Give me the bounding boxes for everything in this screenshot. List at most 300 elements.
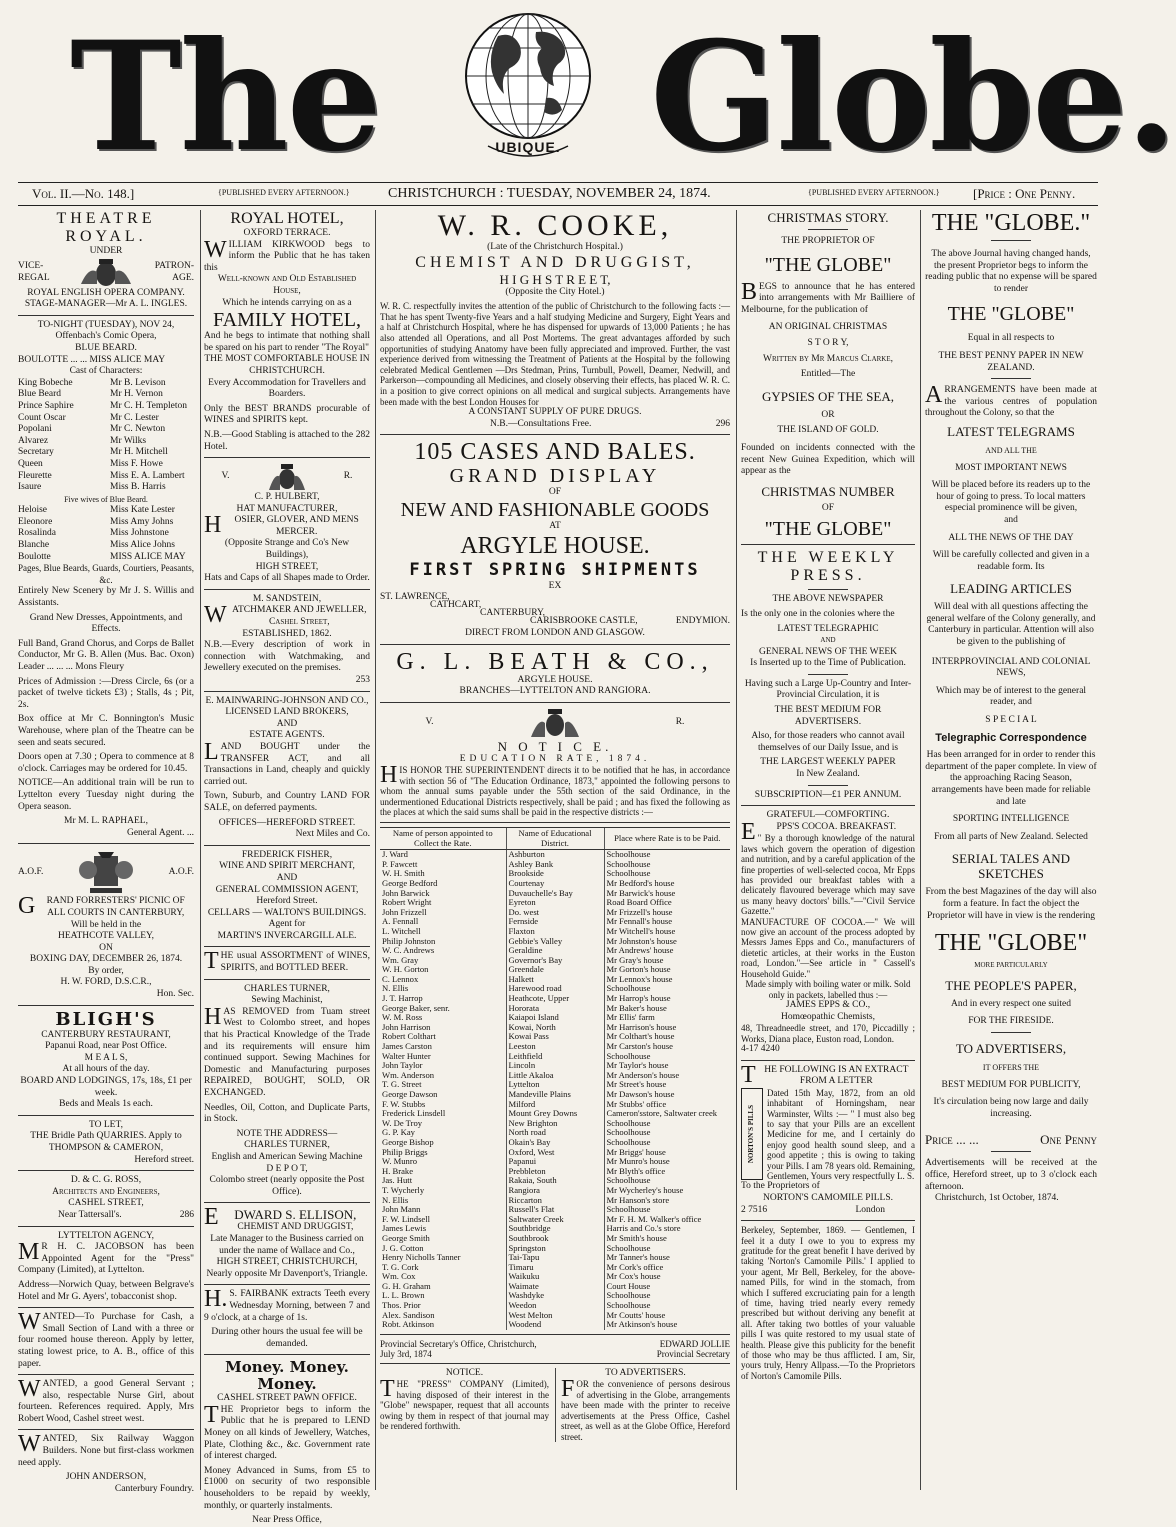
dresses: Grand New Dresses, Appointments, and Effects.	[29, 612, 183, 635]
latest-telegraphic: LATEST TELEGRAPHIC	[777, 623, 879, 634]
will-deal: Will deal with all questions affecting the general welfare of the Colony generally, and Canterbury in particular. Attention will also be given to the publishing of	[926, 602, 1096, 648]
table-cell: Riccarton	[506, 1196, 604, 1206]
table-cell: Mr Barwick's house	[604, 889, 730, 899]
raphael: Mr M. L. RAPHAEL,	[64, 816, 148, 827]
fireside: FOR THE FIRESIDE.	[968, 1016, 1054, 1027]
picnic-title: GRAND FORRESTERS' PICNIC OF	[18, 893, 185, 920]
globe-heading: THE "GLOBE"	[947, 303, 1075, 326]
table-cell: Geraldine	[506, 946, 604, 956]
other-hours: During other hours the usual fee will be demanded.	[211, 1327, 363, 1349]
table-cell: Kowai, North	[506, 1023, 604, 1033]
table-cell: W. H. Gorton	[382, 964, 429, 975]
hat-manufacturer: HAT MANUFACTURER,	[236, 503, 338, 514]
table-cell: W. M. Ross	[382, 1012, 423, 1023]
table-cell: Okain's Bay	[506, 1138, 604, 1148]
column-4	[741, 210, 915, 1495]
lyttelton-agency: LYTTELTON AGENCY,	[58, 1230, 154, 1241]
anderson: JOHN ANDERSON,	[65, 1472, 147, 1483]
table-cell: John Taylor	[382, 1060, 423, 1071]
boulotte-line: BOULOTTE ... ... MISS ALICE MAY	[18, 354, 166, 365]
nearly-davenport: Nearly opposite Mr Davenport's, Triangle.	[206, 1268, 368, 1279]
table-cell: Prebbleton	[506, 1167, 604, 1177]
table-cell: Philip Briggs	[382, 1146, 428, 1157]
and: AND	[820, 636, 836, 645]
cashel-street: Cashel Street,	[268, 617, 330, 628]
to-proprietors: To the Proprietors of	[741, 1181, 820, 1192]
table-cell: Mandeville Plains	[506, 1090, 604, 1100]
table-cell: Halkett	[506, 975, 604, 985]
argyle-house: ARGYLE HOUSE.	[460, 532, 650, 559]
to-advertisers: TO ADVERTISERS,	[955, 1040, 1067, 1056]
latest-telegrams: LATEST TELEGRAMS	[947, 423, 1075, 439]
table-row	[380, 1148, 730, 1158]
table-cell: Lincoln	[506, 1061, 604, 1071]
lend: THE Proprietor begs to inform the Public that he is prepared to LEND Money on all kinds of Jewellery, Watches, Plate, Clothing &c., &c. Government rate of interest charged.	[204, 1401, 370, 1462]
theatre-title: THEATRE ROYAL.	[56, 210, 156, 245]
table-cell: Mr Fennall's house	[604, 917, 730, 927]
table-cell: Mr Coutts' house	[604, 1311, 730, 1321]
v-letter: V.	[221, 471, 230, 482]
kirkwood: WILLIAM KIRKWOOD begs to inform the Public that he has taken this	[204, 236, 370, 273]
cast-row	[18, 505, 194, 517]
brands: Only the BEST BRANDS procurable of WINES and SPIRITS kept.	[204, 403, 370, 426]
and: AND	[276, 718, 298, 729]
blighs-restaurant: CANTERBURY RESTAURANT,	[41, 1029, 171, 1040]
table-cell: Schoolhouse	[604, 1138, 730, 1148]
removed: HAS REMOVED from Tuam street West to Colombo street, and hopes that his Practical Knowledge of the Trade and its requirements will ensure him continued support. Sewing Machines for Domestic and Manufacturing purposes REPAIRED, BOUGHT, SOLD, OR EXCHANGED.	[204, 1003, 370, 1098]
aof-row	[18, 848, 194, 896]
table-header: Name of person appointed to Collect the Rate.	[380, 827, 506, 849]
turner: CHARLES TURNER,	[244, 983, 330, 994]
gypsies: GYPSIES OF THE SEA,	[762, 388, 894, 404]
table-cell: Road Board Office	[604, 898, 730, 908]
cast-role: Eleonore	[18, 516, 53, 527]
beath-title: G. L. BEATH & CO.,	[396, 648, 714, 675]
motto: UBIQUE.	[495, 139, 561, 155]
table-cell: Mr Andrews' house	[604, 946, 730, 956]
vice-regal: VICE-REGAL	[18, 261, 50, 283]
column-5	[925, 210, 1097, 1495]
weekly-press: THE WEEKLY PRESS.	[757, 549, 899, 585]
table-cell: John Mann	[382, 1204, 421, 1215]
table-cell: W. H. Smith	[382, 868, 425, 879]
table-cell: Southbrook	[506, 1234, 604, 1244]
royal-crest-icon	[71, 258, 141, 288]
table-cell: H. Brake	[382, 1165, 414, 1176]
table-cell: Duvauchelle's Bay	[506, 889, 604, 899]
cast-role: Boulotte	[18, 551, 51, 562]
inserted: Is Inserted up to the Time of Publication.	[750, 658, 906, 669]
table-row	[380, 1224, 730, 1234]
also-readers: Also, for those readers who cannot avail themselves of our Daily Issue, and is	[751, 731, 905, 753]
table-cell: Robert Colthart	[382, 1031, 436, 1042]
table-cell: Mr Harrop's house	[604, 994, 730, 1004]
ad-number: 296	[715, 418, 730, 429]
vice-regal-row	[18, 258, 194, 288]
table-cell: Waikuku	[506, 1272, 604, 1282]
cast-actor: Mr B. Levison	[110, 377, 166, 388]
argyle-house-small: ARGYLE HOUSE.	[517, 674, 593, 685]
every-respect: And in every respect one suited	[950, 998, 1072, 1009]
table-cell: Mr Taylor's house	[604, 1061, 730, 1071]
ship-st-lawrence: ST. LAWRENCE,	[380, 592, 450, 603]
table-row	[380, 889, 730, 899]
table-row	[380, 1119, 730, 1129]
table-cell: J. Ward	[382, 849, 408, 860]
table-cell: G. P. Kay	[382, 1127, 415, 1138]
beds: Beds and Meals 1s each.	[59, 1099, 153, 1110]
needles: Needles, Oil, Cotton, and Duplicate Parts, in Stock.	[204, 1102, 370, 1125]
epps-body: " By a thorough knowledge of the natural laws which govern the operation of digestion and nutrition, and by a careful application of the fine properties of well-selected cocoa, Mr Epps has provided our breakfast tables with a delicately flavoured beverage which may save us many heavy doctors' bills."—"Civil Service Gazette."	[741, 833, 915, 917]
table-cell: Alex. Sandison	[382, 1309, 435, 1320]
table-cell: Jas. Hutt	[382, 1175, 413, 1186]
offenbach: Offenbach's Comic Opera,	[55, 331, 157, 342]
cast-row	[18, 517, 194, 529]
letter-extract: Dated 15th May, 1872, from an old inhabitant of Horningsham, near Warminster, Wilts :— " I must also beg to say that your Pills are an excellent Medicine for me, and I certainly do enjoy good health sound sleep, and a good appetite ; this is owing to taking your Pills. I am 78 years old. Remaining, Gentlemen, Yours very respectfully L. S.	[767, 1087, 915, 1181]
cast-actor: Miss Kate Lester	[110, 505, 175, 516]
blighs-title: BLIGH'S	[55, 1008, 157, 1030]
stabling: N.B.—Good Stabling is attached to the Hotel.	[204, 429, 354, 452]
table-row	[380, 1234, 730, 1244]
foundry: Canterbury Foundry.	[114, 1483, 194, 1494]
ad-number: 4-17 4240	[741, 1043, 780, 1054]
watchmaker: WATCHMAKER AND JEWELLER,	[204, 602, 367, 629]
table-cell: Leeston	[506, 1042, 604, 1052]
table-cell: Russell's Flat	[506, 1205, 604, 1215]
pawn-office: CASHEL STREET PAWN OFFICE.	[217, 1393, 357, 1404]
table-cell: Walter Hunter	[382, 1050, 431, 1061]
best-magazines: From the best Magazines of the day will also form a feature. In fact the object the Proprietor will have in view is the rendering	[925, 887, 1097, 921]
picnic-date: BOXING DAY, DECEMBER 26, 1874.	[29, 954, 183, 965]
table-cell: Schoolhouse	[604, 1291, 730, 1301]
table-cell: Schoolhouse	[604, 1176, 730, 1186]
oxford-terrace: OXFORD TERRACE.	[243, 228, 331, 238]
table-cell: Mr Street's house	[604, 1080, 730, 1090]
sandstein: M. SANDSTEIN,	[252, 593, 322, 604]
cast-actor: Mr C. Newton	[110, 424, 166, 435]
published-right: {PUBLISHED EVERY AFTERNOON.}	[808, 188, 940, 197]
patronage: PATRON-AGE.	[154, 261, 194, 283]
cast-role: Prince Saphire	[18, 400, 74, 411]
prov-office: Provincial Secretary's Office, Christchurch, July 3rd, 1874	[380, 1338, 537, 1359]
table-cell: Mr Cork's office	[604, 1263, 730, 1273]
picnic-order: By order,	[88, 965, 124, 976]
christchurch-date: Christchurch, 1st October, 1874.	[935, 1193, 1059, 1204]
table-cell: Flaxton	[506, 927, 604, 937]
table-header: Place where Rate is to be Paid.	[604, 827, 730, 849]
turner-2: CHARLES TURNER,	[244, 1140, 330, 1151]
cast-actor: Mr Wilks	[110, 435, 147, 446]
table-cell: Milford	[506, 1100, 604, 1110]
dateline	[18, 182, 1098, 206]
best-medium: THE BEST MEDIUM FOR ADVERTISERS.	[774, 705, 882, 727]
cases-bales: 105 CASES AND BALES.	[414, 439, 696, 466]
table-row	[380, 1282, 730, 1292]
interprovincial: INTERPROVINCIAL AND COLONIAL NEWS,	[931, 656, 1091, 679]
best-penny: THE BEST PENNY PAPER IN NEW ZEALAND.	[938, 350, 1084, 373]
or: OR	[821, 409, 835, 420]
fairbank: H.S. FAIRBANK extracts Teeth every Wednesday Morning, between 7 and 9 o'clock, at a charge of 1s.	[204, 1286, 370, 1323]
table-cell: C. Lennox	[382, 973, 419, 984]
column-3	[380, 210, 730, 1495]
table-cell: W. De Troy	[382, 1117, 423, 1128]
table-cell: Gebbie's Valley	[506, 937, 604, 947]
aof-left: A.O.F.	[18, 866, 44, 877]
circulation: It's circulation being now large and daily increasing.	[933, 1097, 1089, 1119]
having-circulation: Having such a Large Up-Country and Inter-Provincial Circulation, it is	[744, 678, 912, 701]
near-press: Near Press Office,	[252, 1515, 322, 1526]
sporting: SPORTING INTELLIGENCE	[952, 814, 1070, 825]
opposite-strange: (Opposite Strange and Co's New Buildings),	[224, 538, 350, 561]
it-offers: IT OFFERS THE	[982, 1062, 1040, 1072]
the-globe-heading: "THE GLOBE"	[764, 253, 892, 276]
wanted-servant: WANTED, a good General Servant ; also, respectable Nurse Girl, about fourteen. References required. Apply, Mrs Robert Wood, Cashel street west.	[18, 1376, 194, 1424]
estate-agents: ESTATE AGENTS.	[249, 730, 325, 741]
ross: D. & C. G. ROSS,	[70, 1175, 142, 1186]
branches: BRANCHES—LYTTELTON AND RANGIORA.	[459, 686, 651, 697]
royal-crest-icon	[265, 462, 309, 492]
table-row	[380, 1291, 730, 1301]
table-cell: Mr Anderson's house	[604, 1071, 730, 1081]
table-cell: Schoolhouse	[604, 984, 730, 994]
ex: EX	[548, 580, 562, 591]
cooke-body: W. R. C. respectfully invites the attention of the public of Christchurch to the following facts :—That he has spent Twenty-five Years and a half studying Medicine and Surgery, Eight Years and a half at Christchurch Hospital, where he has dispensed for upwards of 13,000 Patients ; he has also attended all Operations, and all Post Mortems. The great advantages afforded by such opportunities of studying Anatomy have been fully appreciated and improved. Further, the vast experience derived from witnessing the Treatment of Patients at the Hospital by the following celebrated Medical Gentlemen —Drs Stedman, Prins, Turnbull, Powell, Deamer, Nedwill, and Parkerson—compounding all Medicines, and closely observing their effects, has placed W. R. C. in a position to give correct opinions on all medical and surgical subjects. Arrangements have been made with the best London Houses for	[380, 301, 730, 407]
commission-agent: GENERAL COMMISSION AGENT,	[215, 884, 359, 895]
land-brokers: LICENSED LAND BROKERS,	[225, 707, 349, 718]
accommodation: Every Accommodation for Travellers and Boarders.	[208, 377, 366, 400]
ellison: EDWARD S. ELLISON,	[204, 1204, 357, 1231]
box-office: Box office at Mr C. Bonnington's Music Warehouse, where plan of the Theatre can be seen and seats secured.	[18, 714, 194, 748]
special: S P E C I A L	[985, 715, 1037, 726]
masthead	[0, 0, 1176, 185]
peoples-paper: THE PEOPLE'S PAPER,	[945, 977, 1077, 993]
table-cell: Do. west	[506, 908, 604, 918]
cast-actor: Miss E. A. Lambert	[110, 470, 185, 481]
late-hospital: (Late of the Christchurch Hospital.)	[487, 242, 623, 252]
in-nz: In New Zealand.	[796, 769, 860, 780]
threadneedle: 48, Threadneedle street, and 170, Piccadilly ; Works, Diana place, Euston road, London.	[741, 1023, 915, 1044]
table-row	[380, 908, 730, 918]
table-cell: Cameron'sstore, Saltwater creek	[604, 1109, 730, 1119]
manufacture: MANUFACTURE OF COCOA.—" We will now give an account of the process adopted by Messrs James Epps and Co., manufacturers of dietetic articles, at their works in the Euston road, London."—See article in " Cassell's Household Guide."	[741, 916, 915, 979]
ship-canterbury: CANTERBURY,	[480, 608, 546, 619]
colombo: Colombo street (nearly opposite the Post Office).	[209, 1175, 365, 1197]
stage-manager: STAGE-MANAGER—Mr A. L. INGLES.	[24, 299, 188, 310]
table-cell: Mr Cox's house	[604, 1272, 730, 1282]
hulbert: C. P. HULBERT,	[254, 492, 320, 503]
masthead-title-right: Globe.	[650, 9, 1176, 185]
opposite-city: (Opposite the City Hotel.)	[505, 286, 605, 297]
table-cell: Hororata	[506, 1004, 604, 1014]
high-street: HIGH STREET,	[255, 561, 319, 572]
table-cell: George Bedford	[382, 877, 438, 888]
table-header-row	[380, 827, 730, 849]
table-cell: West Melton	[506, 1311, 604, 1321]
table-cell: Mr Carston's house	[604, 1042, 730, 1052]
table-cell: Robt. Atkinson	[382, 1319, 435, 1330]
cast-row	[18, 459, 194, 471]
changed-hands: The above Journal having changed hands, the present Proprietor begs to inform the reading public that no expense will be spared to render	[925, 249, 1097, 294]
carrying: Which he intends carrying on as a	[222, 297, 352, 308]
general-interest: Which may be of interest to the general reader, and	[935, 685, 1087, 708]
picnic-on: ON	[99, 942, 113, 953]
table-cell: Fernside	[506, 917, 604, 927]
table-row	[380, 965, 730, 975]
table-cell: Timaru	[506, 1263, 604, 1273]
general-news: GENERAL NEWS OF THE WEEK	[758, 646, 898, 657]
cast-role: King Bobeche	[18, 377, 73, 388]
nortons-pills: NORTON'S CAMOMILE PILLS.	[762, 1192, 894, 1203]
table-cell: Kowai Pass	[506, 1032, 604, 1042]
at: AT	[549, 520, 561, 531]
table-cell: North road	[506, 1128, 604, 1138]
table-row	[380, 1042, 730, 1052]
following-extract: THE FOLLOWING IS AN EXTRACT FROM A LETTER	[741, 1061, 909, 1088]
grateful: GRATEFUL—COMFORTING.	[766, 810, 890, 821]
to-let: TO LET,	[89, 1119, 123, 1130]
only-one: Is the only one in the colonies where the	[741, 608, 895, 619]
ad-number: 253	[355, 675, 370, 685]
and-all: AND ALL THE	[985, 445, 1037, 455]
table-cell: George Baker, senr.	[382, 1002, 450, 1013]
table-cell: James Lewis	[382, 1223, 427, 1234]
table-row	[380, 1052, 730, 1062]
volume-number: Vol. II.—No. 148.]	[32, 186, 135, 201]
first-spring: FIRST SPRING SHIPMENTS	[409, 559, 701, 580]
cast-row	[18, 389, 194, 401]
published-left: {PUBLISHED EVERY AFTERNOON.}	[218, 188, 350, 197]
land-bought: LAND BOUGHT under the TRANSFER ACT, and all Transactions in Land, cheaply and quickly carried out.	[204, 738, 370, 787]
advertisers-body: FOR the convenience of persons desirous of advertising in the Globe, arrangements have been made with the printer to receive advertisements at the Press Office, Cashel street, as well as at the Globe Office, Hereford street.	[561, 1376, 730, 1442]
cast-row	[18, 378, 194, 390]
largest-weekly: THE LARGEST WEEKLY PAPER	[760, 757, 896, 768]
cast-row	[18, 424, 194, 436]
cast-role: Secretary	[18, 447, 54, 458]
table-row	[380, 1320, 730, 1330]
mainwaring: E. MAINWARING-JOHNSON AND CO.,	[205, 695, 369, 706]
table-cell: Thos. Prior	[382, 1300, 421, 1311]
column-1	[18, 210, 194, 1495]
quarries: THE Bridle Path QUARRIES. Apply to	[30, 1131, 182, 1142]
of: OF	[821, 502, 835, 513]
table-cell: Robert Wright	[382, 897, 432, 908]
table-cell: Tai-Tapu	[506, 1253, 604, 1263]
table-cell: Mr Witchell's house	[604, 927, 730, 937]
table-cell: Rakaia, South	[506, 1176, 604, 1186]
cast-actor: Mr H. Vernon	[110, 389, 163, 400]
table-row	[380, 1032, 730, 1042]
one-penny: One Penny	[1040, 1132, 1097, 1148]
table-cell: George Dawson	[382, 1089, 438, 1099]
table-cell: Mr Dawson's house	[604, 1090, 730, 1100]
established: ESTABLISHED, 1862.	[242, 628, 332, 639]
table-cell: Kaiapoi Island	[506, 1013, 604, 1023]
and: and	[1004, 514, 1018, 525]
table-cell: New Brighton	[506, 1119, 604, 1129]
cast-row	[18, 436, 194, 448]
pill-bottle-icon	[741, 1088, 763, 1180]
sewing-machinist: Sewing Machinist,	[251, 995, 323, 1006]
begs: BEGS to announce that he has entered into arrangements with Mr Bailliere of Melbourne, for the publication of	[741, 278, 915, 315]
table-cell: Mr F. H. M. Walker's office	[604, 1215, 730, 1225]
table-cell: Schoolhouse	[604, 1119, 730, 1129]
table-cell: Schoolhouse	[604, 1128, 730, 1138]
table-row	[380, 1196, 730, 1206]
entitled: Entitled—The	[800, 369, 856, 380]
table-cell: Mr Gray's house	[604, 956, 730, 966]
grand-display: GRAND DISPLAY	[449, 465, 661, 488]
table-cell: Philip Johnston	[382, 935, 436, 946]
table-cell: Mr Colthart's house	[604, 1032, 730, 1042]
hereford-street: Hereford street.	[134, 1154, 194, 1165]
table-row	[380, 1186, 730, 1196]
telegraphic-correspondence: Telegraphic Correspondence	[935, 731, 1087, 744]
money-title: Money. Money. Money.	[225, 1358, 349, 1394]
serial-tales: SERIAL TALES AND SKETCHES	[951, 851, 1071, 882]
table-cell: Springston	[506, 1244, 604, 1254]
table-cell: Weedon	[506, 1301, 604, 1311]
bottle-label: NORTON'S PILLS	[747, 1104, 756, 1163]
table-cell: L. L. Brown	[382, 1290, 425, 1301]
christmas-number: CHRISTMAS NUMBER	[761, 483, 895, 499]
proprietor-of: THE PROPRIETOR OF	[781, 236, 875, 246]
table-cell: Woodend	[506, 1320, 604, 1330]
cast-row	[18, 552, 194, 564]
table-row	[380, 1138, 730, 1148]
table-cell: W. Munro	[382, 1156, 418, 1167]
aof-right: A.O.F.	[168, 866, 194, 877]
leading-articles: LEADING ARTICLES	[950, 581, 1072, 597]
tonight: TO-NIGHT (TUESDAY), NOV 24,	[37, 319, 175, 330]
epps-co: JAMES EPPS & CO.,	[785, 999, 871, 1010]
column-rule	[920, 210, 921, 1490]
made-simply: Made simply with boiling water or milk. Sold only in packets, labelled thus :—	[745, 979, 911, 1000]
table-cell: Wm. Gray	[382, 954, 419, 965]
prov-sec: Provincial Secretary	[656, 1348, 730, 1359]
homeopathic: Homœopathic Chemists,	[781, 1011, 875, 1022]
consultations: N.B.—Consultations Free.	[490, 418, 592, 429]
family-hotel: FAMILY HOTEL,	[213, 309, 361, 332]
table-cell: W. C. Andrews	[382, 945, 435, 956]
table-cell: Mr Gorton's house	[604, 965, 730, 975]
table-cell: Mr Ellis' farm	[604, 1013, 730, 1023]
cast-row	[18, 482, 194, 494]
founded: Founded on incidents connected with the recent New Guinea Expedition, which will appear as the	[741, 442, 915, 477]
offices: OFFICES—HEREFORD STREET.	[218, 817, 356, 828]
papanui: Papanui Road, near Post Office.	[45, 1041, 167, 1052]
ship-list	[380, 592, 730, 628]
ship-cathcart: CATHCART,	[430, 600, 482, 611]
table-cell: Governor's Bay	[506, 956, 604, 966]
table-cell: Schoolhouse	[604, 850, 730, 860]
epps-title: EPPS'S COCOA. BREAKFAST.	[741, 818, 897, 845]
prices: Prices of Admission :—Dress Circle, 6s (or a packet of twelve tickets £3) ; Stalls, 4s ; Pit, 2s.	[18, 676, 194, 710]
cast-actor: Miss F. Howe	[110, 458, 163, 469]
cast-row	[18, 447, 194, 459]
tattersall: Near Tattersall's.	[58, 1209, 122, 1220]
original-christmas: AN ORIGINAL CHRISTMAS	[768, 322, 888, 333]
masthead-title-left: The	[70, 9, 381, 185]
table-cell: T. Wycherly	[382, 1184, 425, 1195]
cast-role: Fleurette	[18, 470, 52, 481]
table-row	[380, 860, 730, 870]
cast-actor: Miss Johnstone	[110, 528, 169, 539]
cast-row	[18, 413, 194, 425]
table-cell: Oxford, West	[506, 1148, 604, 1158]
table-cell: Papanui	[506, 1157, 604, 1167]
architects: Architects and Engineers,	[52, 1186, 160, 1197]
table-cell: J. G. Cotton	[382, 1242, 424, 1253]
